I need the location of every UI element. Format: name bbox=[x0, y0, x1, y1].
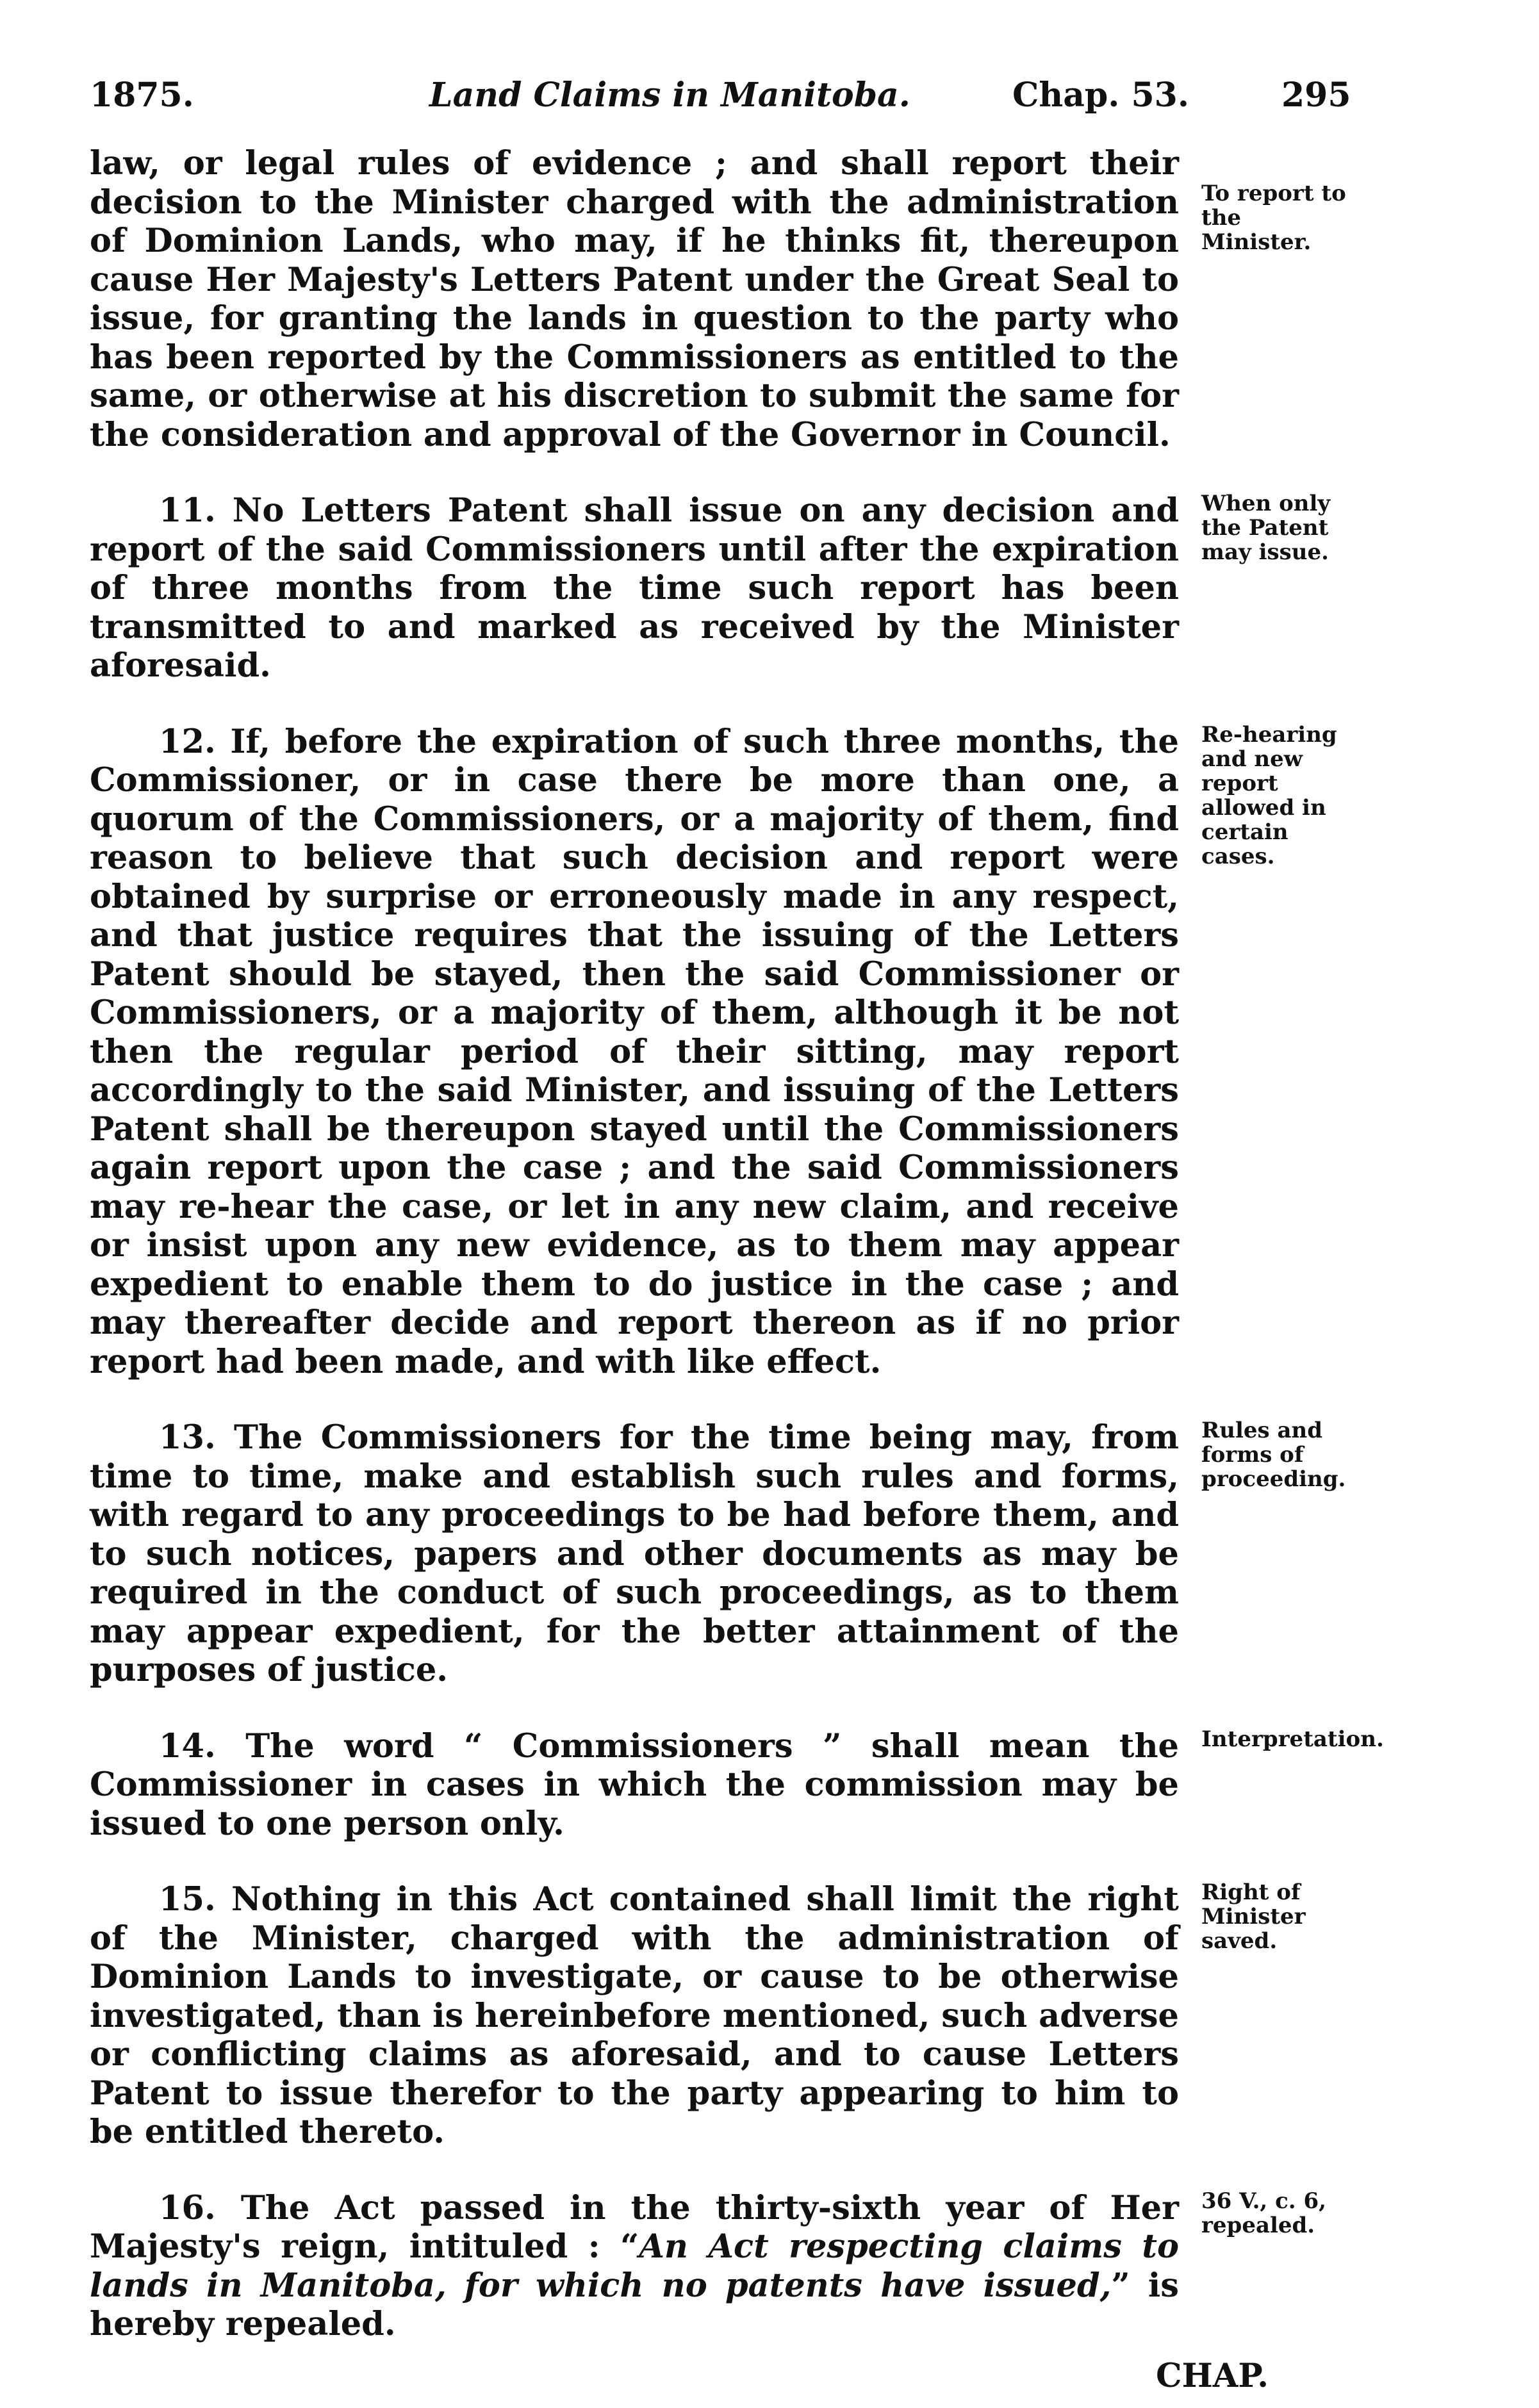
margin-note: When only the Patent may issue. bbox=[1201, 491, 1331, 565]
section-text: The Commissioners for the time being may, from time to time, make and establish such rules and forms, with regard to any proceedings to be had before them, and to such notices, papers and other documents as may be required in the conduct of such proceedings, as to them may appear expedient, for the better attainment of the purposes of justice. bbox=[90, 1418, 1179, 1689]
section-14 bbox=[0, 1727, 1539, 1844]
margin-note: Re-hearing and new report allowed in certain cases. bbox=[1201, 721, 1337, 869]
section-11 bbox=[0, 491, 1539, 685]
section-number: 12. bbox=[159, 722, 216, 761]
header-chapter: Chap. 53. bbox=[1012, 76, 1189, 115]
catchword: CHAP. bbox=[1155, 2356, 1269, 2395]
section-12 bbox=[0, 723, 1539, 1382]
page-header bbox=[90, 76, 1351, 120]
section-text: law, or legal rules of evidence ; and shall report their decision to the Minister charged with the administration of Dominion Lands, who may, if he thinks fit, thereupon cause Her Majesty's Letters Patent under the Great Seal to issue, for granting the lands in question to the party who has been reported by the Commissioners as entitled to the same, or otherwise at his discretion to submit the same for the consideration and approval of the Governor in Council. bbox=[90, 144, 1179, 454]
margin-note: Rules and forms of proceeding. bbox=[1201, 1418, 1346, 1492]
margin-note: Right of Minister saved. bbox=[1201, 1880, 1306, 1954]
section-body bbox=[90, 723, 1179, 1382]
section-number: 15. bbox=[159, 1880, 216, 1919]
margin-note: 36 V., c. 6, repealed. bbox=[1201, 2188, 1326, 2238]
section-number: 16. bbox=[159, 2188, 216, 2227]
section-text: The word “ Commissioners ” shall mean the Commissioner in cases in which the commission may be issued to one person only. bbox=[90, 1726, 1179, 1843]
section-text: No Letters Patent shall issue on any decision and report of the said Commissioners until after the expiration of three months from the time such report has been transmitted to and marked as received by the Minister aforesaid. bbox=[90, 491, 1179, 685]
header-title: Land Claims in Manitoba. bbox=[429, 76, 910, 115]
section-number: 14. bbox=[159, 1726, 216, 1765]
section-body bbox=[90, 1727, 1179, 1844]
header-year: 1875. bbox=[90, 76, 194, 115]
section-text-before: The Act passed in the thirty-sixth year of Her Majesty's reign, intituled : “ bbox=[90, 2188, 1179, 2266]
section-text-after: ” is hereby repealed. bbox=[90, 2266, 1179, 2343]
section-number: 11. bbox=[159, 491, 216, 530]
margin-note: Interpretation. bbox=[1201, 1726, 1384, 1752]
main-text bbox=[0, 144, 1539, 2408]
section-continuation bbox=[0, 144, 1539, 454]
margin-note: To report to the Minister. bbox=[1201, 181, 1346, 255]
page-number: 295 bbox=[1281, 76, 1351, 115]
section-15 bbox=[0, 1880, 1539, 2152]
section-text: If, before the expiration of such three months, the Commissioner, or in case there be more than one, a quorum of the Commissioners, or a majority of them, find reason to believe that such decision and report were obtained by surprise or erroneously made in any respect, and that justice requires that the issuing of the Letters Patent should be stayed, then the said Commissioner or Commissioners, or a majority of them, although it be not then the regular period of their sitting, may report accordingly to the said Minister, and issuing of the Letters Patent shall be thereupon stayed until the Commissioners again report upon the case ; and the said Commissioners may re-hear the case, or let in any new claim, and receive or insist upon any new evidence, as to them may appear expedient to enable them to do justice in the case ; and may thereafter decide and report thereon as if no prior report had been made, and with like effect. bbox=[90, 722, 1179, 1381]
section-body bbox=[90, 1418, 1179, 1690]
section-body bbox=[90, 1880, 1179, 2152]
section-13 bbox=[0, 1418, 1539, 1690]
act-title: An Act respecting claims to lands in Manitoba, for which no patents have issued, bbox=[90, 2227, 1179, 2305]
section-body bbox=[90, 2189, 1179, 2344]
section-text: Nothing in this Act contained shall limit the right of the Minister, charged with the administration of Dominion Lands to investigate, or cause to be otherwise investigated, than is hereinbefore mentioned, such adverse or conflicting claims as aforesaid, and to cause Letters Patent to issue therefor to the party appearing to him to be entitled thereto. bbox=[90, 1880, 1179, 2151]
page-footer bbox=[90, 2357, 1269, 2408]
section-16 bbox=[0, 2189, 1539, 2344]
section-body bbox=[90, 144, 1179, 454]
section-body bbox=[90, 491, 1179, 685]
section-number: 13. bbox=[159, 1418, 216, 1457]
